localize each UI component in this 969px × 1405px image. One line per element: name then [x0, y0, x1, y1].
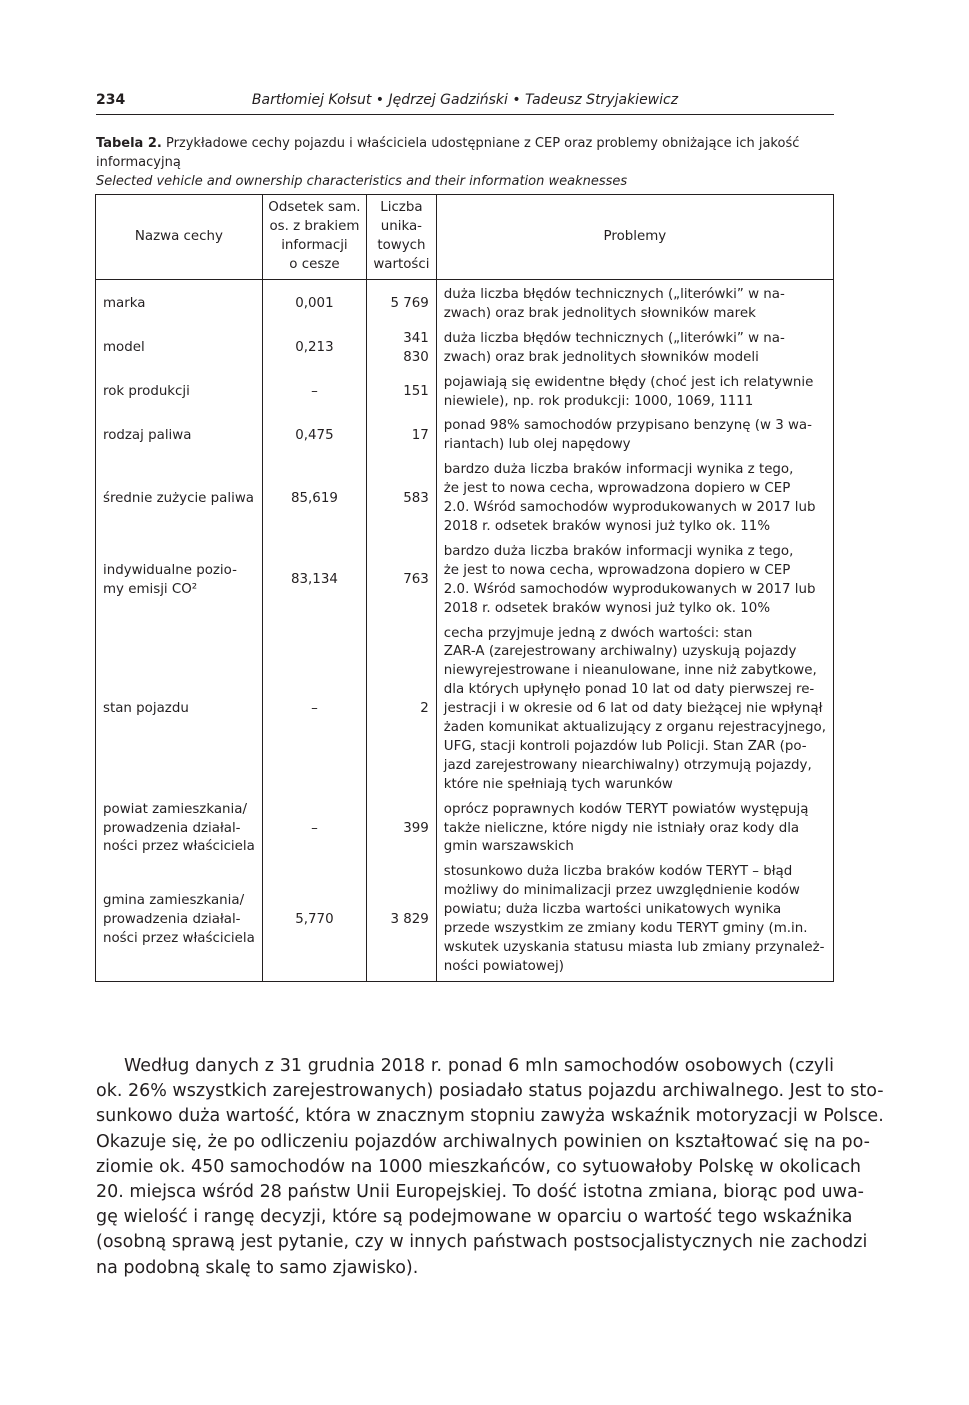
cell-name: [96, 458, 263, 540]
cell-problem-line: ności powiatowej): [443, 958, 564, 974]
cell-unique-count: 399: [367, 798, 437, 861]
cell-name-line: model: [103, 340, 145, 356]
cell-unique-count: 17: [367, 414, 437, 458]
cell-unique-count: 341 830: [367, 327, 437, 371]
cell-problem: [436, 458, 833, 540]
cell-problem-line: gmin warszawskich: [443, 839, 574, 855]
cell-missing-pct: 85,619: [262, 458, 366, 540]
cell-problem: [436, 540, 833, 622]
cell-unique-count: 3 829: [367, 860, 437, 981]
body-line: ok. 26% wszystkich zarejestrowanych) posiadało status pojazdu archiwalnego. Jest to sto-: [96, 1081, 884, 1102]
cell-name: [96, 327, 263, 371]
cell-name: [96, 798, 263, 861]
cell-problem-line: jestracji i w okresie od 6 lat od daty bieżącej nie wpłynął: [443, 701, 823, 717]
cell-name-line: prowadzenia działal-: [103, 820, 241, 836]
running-head-authors: Bartłomiej Kołsut • Jędrzej Gadziński • Tadeusz Stryjakiewicz: [251, 92, 679, 108]
cell-problem-line: niewyrejestrowane i nieanulowane, inne niż zabytkowe,: [443, 663, 817, 679]
cell-unique-count: 583: [367, 458, 437, 540]
cell-problem: [436, 327, 833, 371]
header-missing-line: o cesze: [289, 256, 340, 272]
cell-problem: [436, 622, 833, 798]
header-missing: [262, 195, 366, 280]
cell-missing-pct: –: [262, 798, 366, 861]
body-line: ziomie ok. 450 samochodów na 1000 mieszkańców, co sytuowałoby Polskę w okolicach: [96, 1156, 861, 1177]
cell-problem: [436, 860, 833, 981]
header-unique-line: wartości: [373, 256, 430, 272]
cell-problem-line: że jest to nowa cecha, wprowadzona dopiero w CEP: [443, 562, 791, 578]
cell-problem: [436, 280, 833, 327]
cell-name-line: rok produkcji: [103, 384, 190, 400]
cell-problem-line: wskutek uzyskania statusu miasta lub zmiany przynależ-: [443, 940, 825, 955]
cell-name: [96, 860, 263, 981]
cell-name-line: ności przez właściciela: [103, 839, 255, 855]
cell-missing-pct: 83,134: [262, 540, 366, 622]
cell-problem: [436, 414, 833, 458]
cell-name: [96, 622, 263, 798]
running-head: [96, 90, 834, 115]
table-row: [96, 371, 834, 415]
cell-problem-line: bardzo duża liczba braków informacji wynika z tego,: [443, 543, 794, 559]
cell-problem-line: UFG, stacji kontroli pojazdów lub Policji. Stan ZAR (po-: [443, 738, 807, 754]
table-row: [96, 458, 834, 540]
cell-problem-line: zwach) oraz brak jednolitych słowników modeli: [443, 349, 759, 365]
body-paragraph: [96, 1054, 884, 1281]
cell-name-line: rodzaj paliwa: [103, 427, 192, 443]
table-caption-label: Tabela 2.: [96, 136, 162, 151]
cell-problem-line: ZAR-A (zarejestrowany archiwalny) uzyskują pojazdy: [443, 644, 797, 660]
header-name: [96, 195, 263, 280]
cell-problem-line: duża liczba błędów technicznych („literówki” w na-: [443, 330, 785, 346]
body-line: Według danych z 31 grudnia 2018 r. ponad 6 mln samochodów osobowych (czyli: [124, 1056, 834, 1076]
cell-problem-line: żaden komunikat aktualizujący z organu rejestracyjnego,: [443, 720, 826, 736]
cell-problem-line: 2018 r. odsetek braków wynosi już tylko ok. 11%: [443, 518, 771, 534]
cell-missing-pct: 0,001: [262, 280, 366, 327]
cell-problem-line: oprócz poprawnych kodów TERYT powiatów występują: [443, 801, 809, 817]
cell-problem-line: cecha przyjmuje jedną z dwóch wartości: stan: [443, 625, 753, 641]
table-caption-title-en: Selected vehicle and ownership characteristics and their information weaknesses: [96, 174, 628, 189]
cell-problem-line: riantach) lub olej napędowy: [443, 437, 631, 453]
table-header-row: [96, 195, 834, 280]
cell-problem-line: bardzo duża liczba braków informacji wynika z tego,: [443, 462, 794, 478]
header-problems-text: Problemy: [603, 228, 667, 244]
cell-problem-line: przede wszystkim ze zmiany kodu TERYT gminy (m.in.: [443, 921, 808, 937]
cell-problem-line: 2.0. Wśród samochodów wyprodukowanych w 2017 lub: [443, 500, 816, 516]
cell-missing-pct: –: [262, 371, 366, 415]
header-missing-line: informacji: [281, 238, 348, 253]
header-unique-line: towych: [377, 238, 426, 253]
cell-name: [96, 371, 263, 415]
cell-problem-line: powiatu; duża liczba wartości unikatowych wynika: [443, 902, 782, 918]
cell-missing-pct: 0,213: [262, 327, 366, 371]
cell-name-line: ności przez właściciela: [103, 930, 255, 946]
page-number: 234: [96, 92, 126, 108]
table-row: [96, 798, 834, 861]
body-line: (osobną sprawą jest pytanie, czy w innych państwach postsocjalistycznych nie zachodzi: [96, 1232, 868, 1253]
cell-problem-line: ponad 98% samochodów przypisano benzynę (w 3 wa-: [443, 418, 812, 434]
cell-problem-line: które nie spełniają tych warunków: [443, 776, 673, 792]
cell-unique-count: 5 769: [367, 280, 437, 327]
cell-problem-line: duża liczba błędów technicznych („literówki” w na-: [443, 287, 785, 302]
cell-problem-line: dla których upłynęło ponad 10 lat od daty pierwszej re-: [443, 682, 815, 698]
cell-name: [96, 540, 263, 622]
table-caption: [96, 134, 834, 191]
header-missing-line: os. z brakiem: [269, 219, 360, 235]
cell-unique-count: 151: [367, 371, 437, 415]
table-row: [96, 280, 834, 327]
cell-unique-count: 763: [367, 540, 437, 622]
cell-name-line: stan pojazdu: [103, 701, 189, 717]
cell-missing-pct: –: [262, 622, 366, 798]
header-unique-line: unika-: [380, 219, 423, 235]
cell-missing-pct: 0,475: [262, 414, 366, 458]
table-row: [96, 414, 834, 458]
cell-problem-line: że jest to nowa cecha, wprowadzona dopiero w CEP: [443, 481, 791, 497]
cell-problem: [436, 371, 833, 415]
cell-problem-line: także nieliczne, które nigdy nie istniały oraz kody dla: [443, 820, 800, 836]
cell-unique-count: 2: [367, 622, 437, 798]
cell-name-line: my emisji CO²: [103, 581, 198, 597]
body-line: na podobną skalę to samo zjawisko).: [96, 1257, 419, 1278]
table-row: [96, 540, 834, 622]
cell-problem-line: jazd zarejestrowany niearchiwalny) otrzymują pojazdy,: [443, 757, 812, 773]
header-unique-line: Liczba: [380, 200, 423, 216]
table-row: [96, 622, 834, 798]
header-problems: [436, 195, 833, 280]
table-caption-title-pl: Przykładowe cechy pojazdu i właściciela udostępniane z CEP oraz problemy obniżające ich jakość informacyjną: [96, 136, 800, 170]
cell-problem: [436, 798, 833, 861]
cell-name-line: indywidualne pozio-: [103, 562, 237, 578]
cell-name-line: powiat zamieszkania/: [103, 801, 247, 817]
cell-problem-line: stosunkowo duża liczba braków kodów TERYT – błąd: [443, 864, 793, 880]
cell-name: [96, 280, 263, 327]
cell-name-line: gmina zamieszkania/: [103, 892, 245, 908]
table-row: [96, 327, 834, 371]
cell-problem-line: zwach) oraz brak jednolitych słowników marek: [443, 305, 756, 321]
cell-missing-pct: 5,770: [262, 860, 366, 981]
cell-problem-line: niewiele), np. rok produkcji: 1000, 1069, 1111: [443, 393, 754, 409]
body-line: Okazuje się, że po odliczeniu pojazdów archiwalnych powinien on kształtować się na po-: [96, 1131, 870, 1152]
cell-problem-line: możliwy do minimalizacji przez uwzględnienie kodów: [443, 883, 800, 899]
body-line: 20. miejsca wśród 28 państw Unii Europejskiej. To dość istotna zmiana, biorąc pod uwa-: [96, 1182, 865, 1203]
cell-name-line: marka: [103, 296, 146, 312]
table-body: [96, 280, 834, 982]
body-line: sunkowo duża wartość, która w znacznym stopniu zawyża wskaźnik motoryzacji w Polsce.: [96, 1106, 884, 1127]
cell-name: [96, 414, 263, 458]
header-missing-line: Odsetek sam.: [268, 200, 361, 216]
header-name-text: Nazwa cechy: [134, 228, 223, 244]
table-row: [96, 860, 834, 981]
body-line: gę wielość i rangę decyzji, które są podejmowane w oparciu o wartość tego wskaźnika: [96, 1207, 853, 1228]
cell-problem-line: pojawiają się ewidentne błędy (choć jest ich relatywnie: [443, 374, 814, 390]
cell-name-line: średnie zużycie paliwa: [103, 490, 254, 506]
cell-name-line: prowadzenia działal-: [103, 911, 241, 927]
cell-problem-line: 2018 r. odsetek braków wynosi już tylko ok. 10%: [443, 600, 771, 616]
cell-problem-line: 2.0. Wśród samochodów wyprodukowanych w 2017 lub: [443, 581, 816, 597]
header-unique: [367, 195, 437, 280]
vehicle-characteristics-table: [95, 194, 834, 982]
